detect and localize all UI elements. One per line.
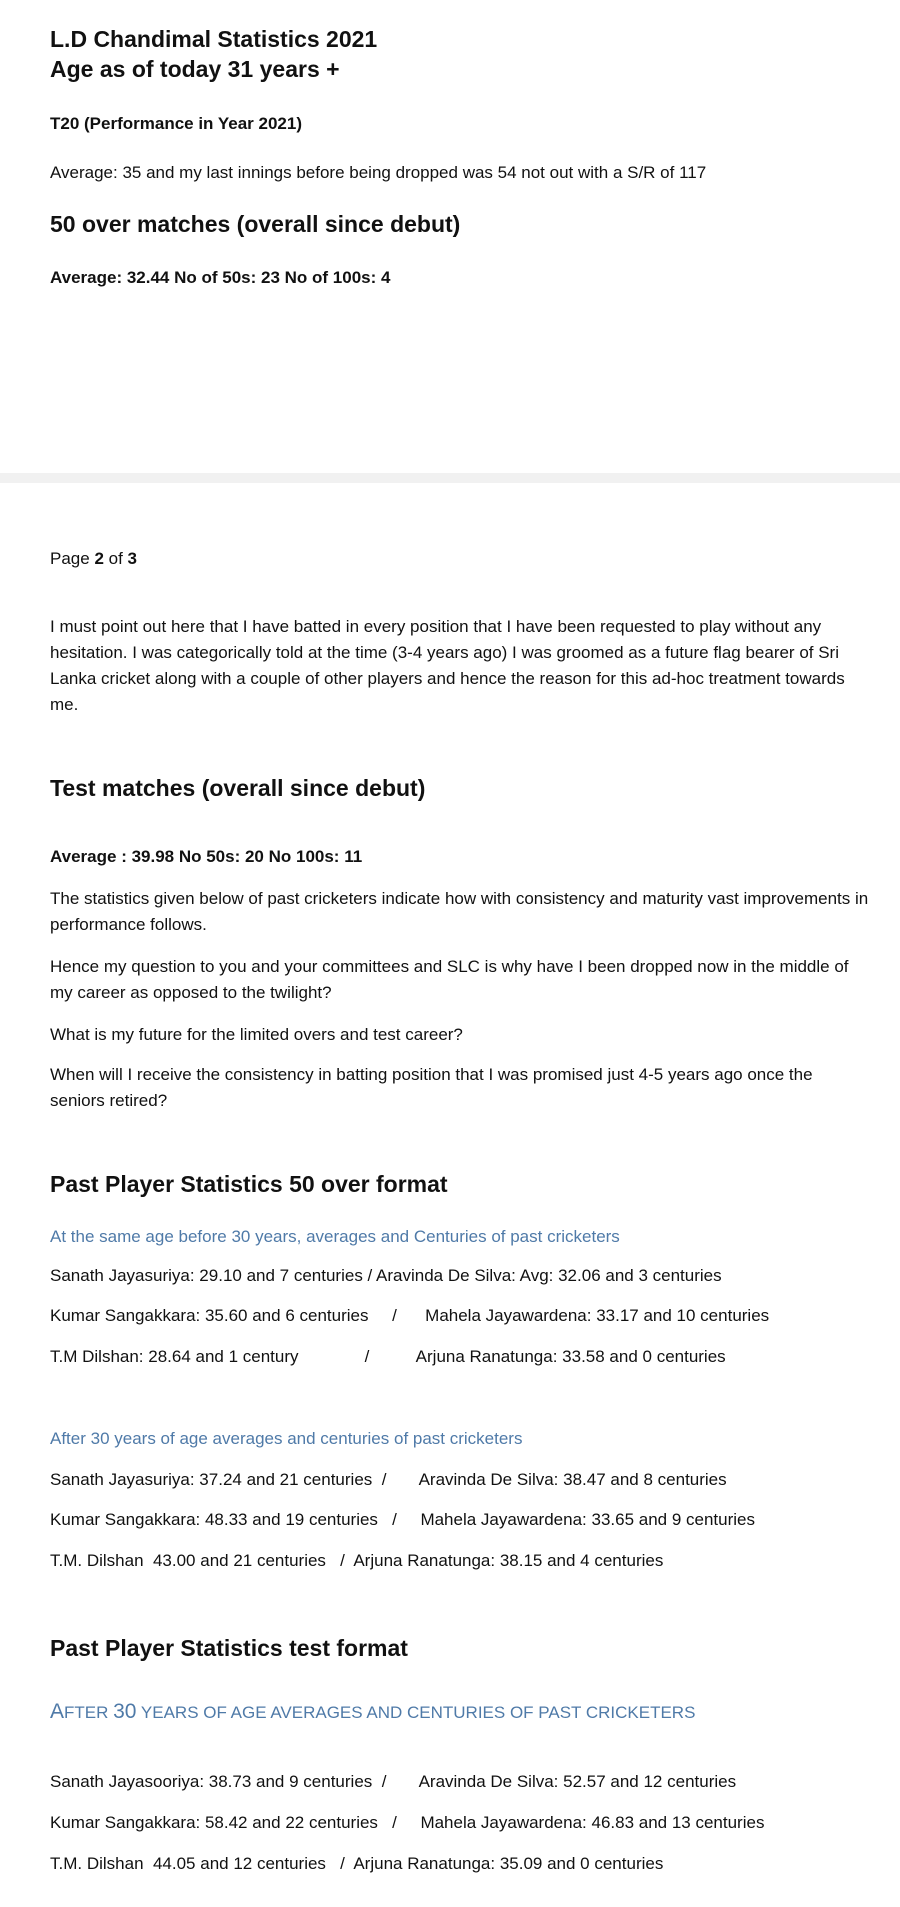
after-30-row: Sanath Jayasuriya: 37.24 and 21 centuries / Aravinda De Silva: 38.47 and 8 centuries <box>50 1470 727 1489</box>
before-30-row: Kumar Sangakkara: 35.60 and 6 centuries / Mahela Jayawardena: 33.17 and 10 centuries <box>50 1306 770 1325</box>
test-row: Sanath Jayasooriya: 38.73 and 9 centuries / Aravinda De Silva: 52.57 and 12 centuries <box>50 1772 737 1791</box>
paragraph-2: Hence my question to you and your committees and SLC is why have I been dropped now in the middle of my career as opposed to the twilight? <box>50 957 849 1002</box>
t20-text: Average: 35 and my last innings before being dropped was 54 not out with a S/R of 117 <box>50 163 707 182</box>
after-30-row: Kumar Sangakkara: 48.33 and 19 centuries / Mahela Jayawardena: 33.65 and 9 centuries <box>50 1510 755 1529</box>
after-30-subheading: After 30 years of age averages and centuries of past cricketers <box>50 1429 523 1448</box>
age-line: Age as of today 31 years + <box>50 56 340 82</box>
page-number: Page 2 of 3 <box>50 549 137 568</box>
test-row: Kumar Sangakkara: 58.42 and 22 centuries / Mahela Jayawardena: 46.83 and 13 centuries <box>50 1813 765 1832</box>
document-title: L.D Chandimal Statistics 2021 <box>50 26 378 52</box>
t20-heading: T20 (Performance in Year 2021) <box>50 114 302 133</box>
test-after-30-subheading: AFTER 30 YEARS OF AGE AVERAGES AND CENTURIES OF PAST CRICKETERS <box>50 1700 696 1723</box>
past-test-heading: Past Player Statistics test format <box>50 1635 408 1661</box>
intro-paragraph: I must point out here that I have batted in every position that I have been requested to play without any hesitation. I was categorically told at the time (3-4 years ago) I was groomed as a future flag bearer of Sri Lanka cricket along with a couple of other players and hence the reason for this ad-hoc treatment towards me. <box>50 617 845 714</box>
test-heading: Test matches (overall since debut) <box>50 775 426 801</box>
before-30-row: Sanath Jayasuriya: 29.10 and 7 centuries / Aravinda De Silva: Avg: 32.06 and 3 centuries <box>50 1266 722 1285</box>
past-50-heading: Past Player Statistics 50 over format <box>50 1171 448 1197</box>
test-stats: Average : 39.98 No 50s: 20 No 100s: 11 <box>50 847 363 866</box>
paragraph-4: When will I receive the consistency in batting position that I was promised just 4-5 years ago once the seniors retired? <box>50 1065 813 1110</box>
after-30-row: T.M. Dilshan 43.00 and 21 centuries / Arjuna Ranatunga: 38.15 and 4 centuries <box>50 1551 664 1570</box>
odi-heading: 50 over matches (overall since debut) <box>50 211 461 237</box>
paragraph-3: What is my future for the limited overs and test career? <box>50 1025 463 1044</box>
paragraph-1: The statistics given below of past cricketers indicate how with consistency and maturity vast improvements in performance follows. <box>50 889 869 934</box>
before-30-row: T.M Dilshan: 28.64 and 1 century / Arjuna Ranatunga: 33.58 and 0 centuries <box>50 1347 726 1366</box>
page-break <box>0 473 900 483</box>
test-row: T.M. Dilshan 44.05 and 12 centuries / Arjuna Ranatunga: 35.09 and 0 centuries <box>50 1854 664 1873</box>
before-30-subheading: At the same age before 30 years, averages and Centuries of past cricketers <box>50 1227 620 1246</box>
odi-stats: Average: 32.44 No of 50s: 23 No of 100s: 4 <box>50 268 391 287</box>
